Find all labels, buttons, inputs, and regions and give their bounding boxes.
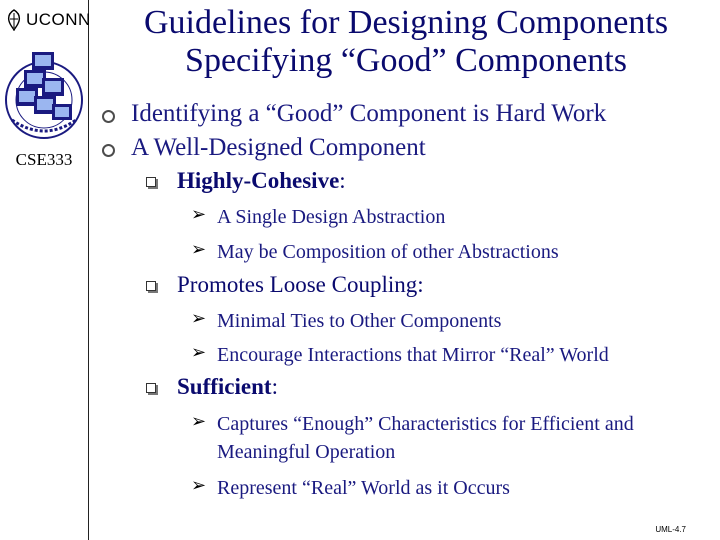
sub-bullet-2-term: Promotes Loose Coupling — [177, 272, 418, 297]
course-code: CSE333 — [15, 150, 73, 169]
sub-bullet-3-term: Sufficient — [177, 374, 272, 399]
sidebar — [0, 0, 89, 540]
arrow-item-text: Represent “Real” World as it Occurs — [217, 477, 510, 499]
arrow-item-text: May be Composition of other Abstractions — [217, 241, 559, 263]
arrow-item-text: Captures “Enough” Characteristics for Efficient and Meaningful Operation — [217, 413, 634, 463]
arrow-bullet-icon: ➢ — [191, 475, 207, 495]
arrow-bullet-icon: ➢ — [191, 342, 207, 362]
bullet-1-text: Identifying a “Good” Component is Hard Work — [131, 100, 607, 127]
bullet-circle-icon — [102, 110, 115, 123]
bullet-square-icon — [146, 177, 156, 187]
department-seal-icon — [2, 38, 86, 148]
sub-bullet-coupling — [144, 272, 424, 298]
arrow-bullet-icon: ➢ — [191, 411, 207, 431]
slide-title — [96, 4, 716, 80]
university-brand — [6, 6, 91, 34]
sub-bullet-3-text — [177, 374, 278, 400]
sub-bullet-1-term: Highly-Cohesive — [177, 168, 340, 193]
arrow-bullet-icon: ➢ — [191, 239, 207, 259]
bullet-1 — [96, 100, 606, 128]
arrow-item — [191, 474, 510, 502]
brand-text: UCONN — [26, 10, 91, 29]
arrow-item-text: Minimal Ties to Other Components — [217, 310, 502, 332]
arrow-item-text: A Single Design Abstraction — [217, 206, 446, 228]
sub-bullet-sufficient — [144, 374, 278, 400]
crest-icon — [6, 9, 22, 31]
title-line-2: Specifying “Good” Components — [185, 42, 627, 79]
sub-bullet-cohesive — [144, 168, 346, 194]
sub-bullet-3-colon: : — [271, 374, 278, 399]
arrow-item — [191, 203, 445, 231]
arrow-item — [191, 307, 501, 335]
arrow-item — [191, 410, 720, 466]
arrow-item — [191, 238, 559, 266]
bullet-square-icon — [146, 281, 156, 291]
sub-bullet-2-text — [177, 272, 424, 298]
sub-bullet-1-colon: : — [339, 168, 346, 193]
slide-number: UML-4.7 — [655, 525, 686, 534]
arrow-bullet-icon: ➢ — [191, 308, 207, 328]
arrow-item — [191, 341, 609, 369]
sub-bullet-1-text — [177, 168, 346, 194]
sub-bullet-2-colon: : — [417, 272, 424, 297]
bullet-2 — [96, 134, 426, 162]
bullet-circle-icon — [102, 144, 115, 157]
arrow-item-text: Encourage Interactions that Mirror “Real” World — [217, 344, 609, 366]
bullet-2-text: A Well-Designed Component — [131, 134, 426, 161]
title-line-1: Guidelines for Designing Components — [143, 4, 669, 41]
arrow-bullet-icon: ➢ — [191, 204, 207, 224]
bullet-square-icon — [146, 383, 156, 393]
